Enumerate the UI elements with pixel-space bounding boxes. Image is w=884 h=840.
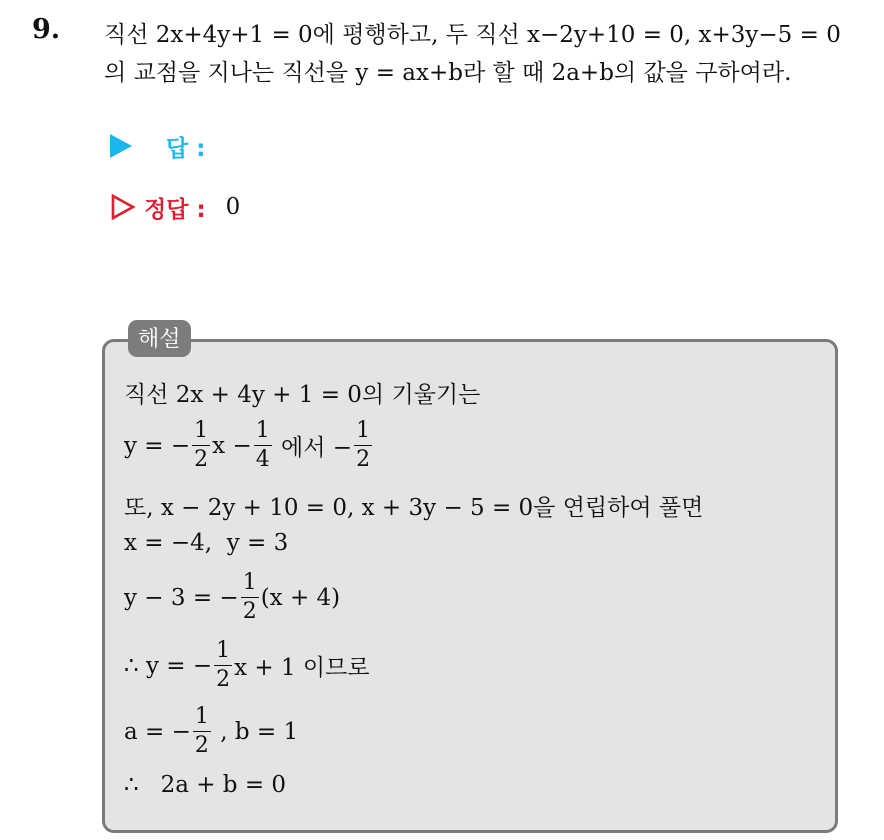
question-text-line-2: 의 교점을 지나는 직선을 y = ax+b라 할 때 2a+b의 값을 구하여라. xyxy=(104,60,792,86)
fraction-numerator: 1 xyxy=(356,418,371,443)
fraction-numerator: 1 xyxy=(194,704,209,729)
solution-line-2-tail: 에서 − xyxy=(273,435,353,461)
outline-triangle-icon xyxy=(110,193,136,221)
solution-line-6-rhs: x + 1 이므로 xyxy=(234,655,370,681)
solution-line-7 xyxy=(124,706,298,757)
solution-line-7-lhs: a = − xyxy=(124,718,191,745)
fraction xyxy=(354,420,372,471)
solution-line-5 xyxy=(124,572,340,623)
solution-line-2-mid: x − xyxy=(212,432,252,459)
solution-line-6-lhs: ∴ y = − xyxy=(124,652,213,679)
solution-line-5-lhs: y − 3 = − xyxy=(124,584,239,611)
solution-tag: 해설 xyxy=(128,320,191,357)
fraction-denominator: 2 xyxy=(216,667,231,692)
solution-line-5-rhs: (x + 4) xyxy=(260,584,341,611)
correct-answer-row xyxy=(110,191,240,223)
solution-line-7-rhs: , b = 1 xyxy=(212,718,299,745)
fraction-denominator: 2 xyxy=(356,447,371,472)
fraction xyxy=(192,420,210,471)
solution-line-8: ∴ 2a + b = 0 xyxy=(124,772,287,798)
answer-label: 답 : xyxy=(166,135,206,162)
solution-line-1: 직선 2x + 4y + 1 = 0의 기울기는 xyxy=(124,382,481,408)
correct-answer-label: 정답 : xyxy=(144,196,206,223)
fraction xyxy=(193,706,211,757)
solution-line-2-lhs: y = − xyxy=(124,432,191,459)
fraction-denominator: 2 xyxy=(242,599,257,624)
fraction xyxy=(214,640,232,691)
question-text-line-1: 직선 2x+4y+1 = 0에 평행하고, 두 직선 x−2y+10 = 0, x+3y−5 = 0 xyxy=(104,22,841,48)
answer-row xyxy=(110,130,205,162)
solution-line-2 xyxy=(124,420,374,471)
fraction-numerator: 1 xyxy=(194,418,209,443)
fraction-denominator: 4 xyxy=(255,447,270,472)
solution-line-4: x = −4, y = 3 xyxy=(124,530,289,556)
solution-line-3: 또, x − 2y + 10 = 0, x + 3y − 5 = 0을 연립하여 풀면 xyxy=(124,495,704,521)
fraction-denominator: 2 xyxy=(194,733,209,758)
fraction-numerator: 1 xyxy=(255,418,270,443)
correct-answer-value: 0 xyxy=(225,194,241,220)
fraction xyxy=(241,572,259,623)
fraction-numerator: 1 xyxy=(242,570,257,595)
play-triangle-icon xyxy=(110,134,132,158)
fraction-denominator: 2 xyxy=(194,447,209,472)
fraction xyxy=(254,420,272,471)
fraction-numerator: 1 xyxy=(216,638,231,663)
question-number: 9. xyxy=(32,14,61,45)
solution-line-6 xyxy=(124,640,370,691)
